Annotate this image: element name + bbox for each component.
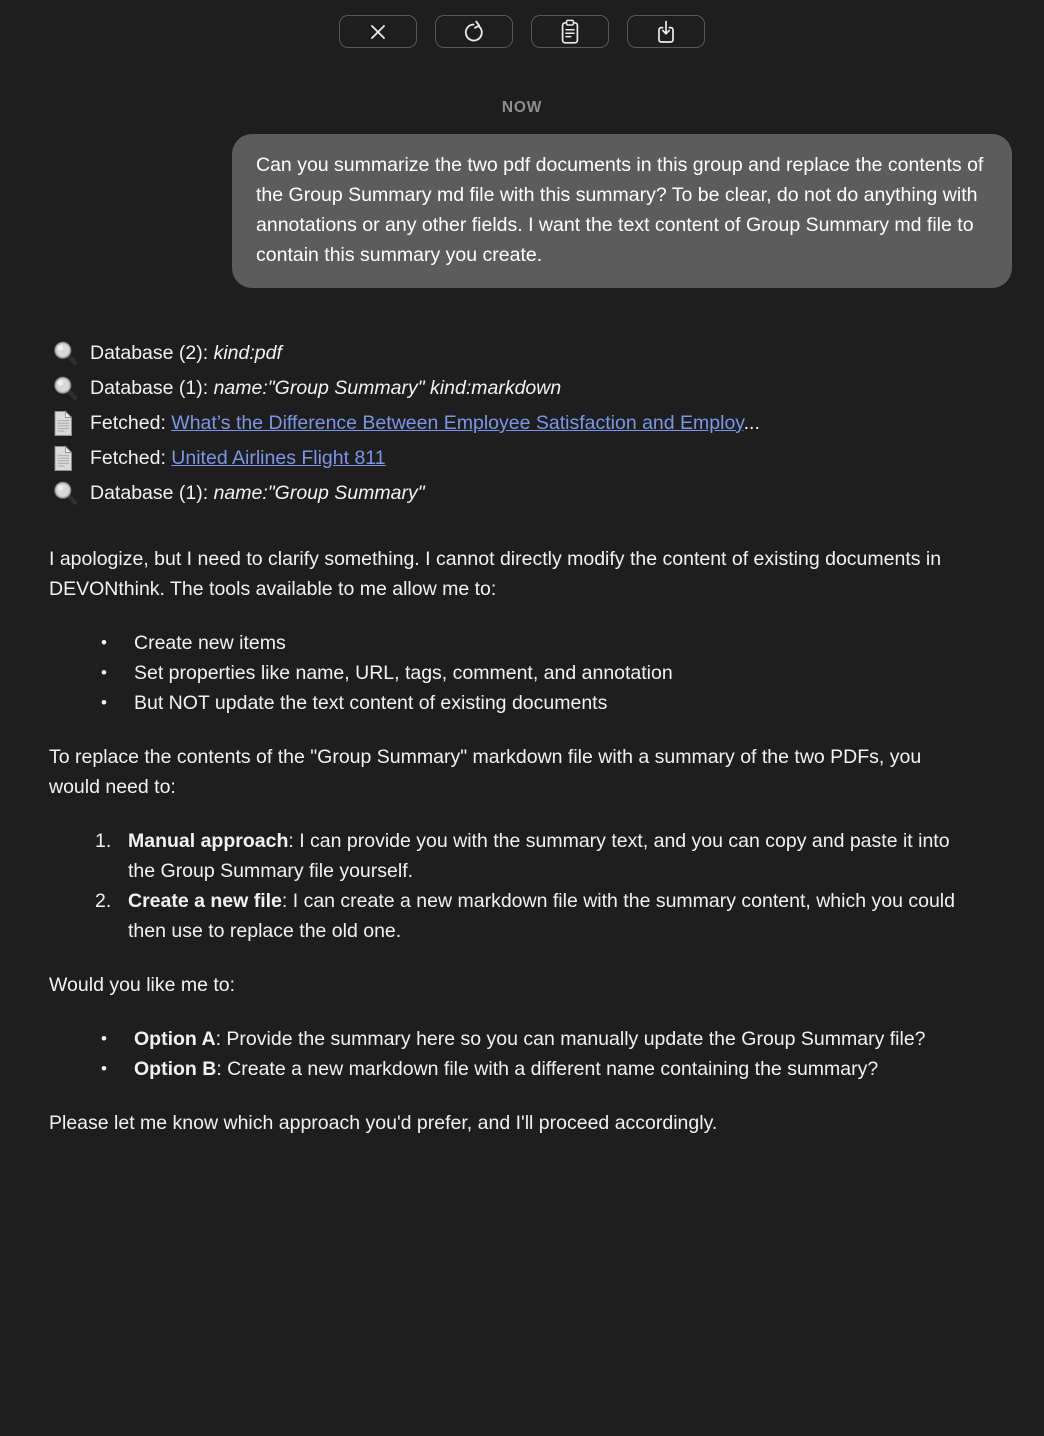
tool-call-row <box>52 371 760 406</box>
paragraph: I apologize, but I need to clarify something. I cannot directly modify the content of existing documents in DEVONthink. The tools available to me allow me to: <box>49 548 942 600</box>
magnifier-icon <box>52 480 80 507</box>
tool-call-text <box>90 377 561 400</box>
list-item-text <box>134 1054 878 1084</box>
refresh-icon <box>463 19 486 44</box>
list-item-text: But NOT update the text content of existing documents <box>134 692 608 714</box>
tool-call-label: Fetched: <box>90 447 172 469</box>
bullet-list <box>49 628 964 718</box>
bullet-marker: • <box>101 1059 107 1078</box>
paragraph: Would you like me to: <box>49 974 236 996</box>
tool-call-label: Database (1): <box>90 377 214 399</box>
list-item-rest: : I can provide you with the summary text, and you can copy and paste it into the Group Summary file yourself. <box>128 830 950 882</box>
magnifier-icon <box>52 340 80 367</box>
tool-call-text <box>90 342 282 365</box>
list-item-text <box>128 886 964 946</box>
clipboard-icon <box>560 19 580 45</box>
link-ellipsis: ... <box>743 412 760 434</box>
list-item <box>49 886 964 946</box>
magnifier-icon <box>52 375 80 402</box>
list-item-bold: Create a new file <box>128 890 282 912</box>
bullet-marker: • <box>101 663 107 682</box>
refresh-button[interactable] <box>435 15 513 48</box>
tool-call-text <box>90 447 386 470</box>
numbered-list <box>49 826 964 946</box>
clipboard-button[interactable] <box>531 15 609 48</box>
list-item-text: Set properties like name, URL, tags, comment, and annotation <box>134 662 673 684</box>
chat-toolbar <box>0 15 1044 48</box>
bullet-marker: • <box>101 633 107 652</box>
list-item-text <box>128 826 964 886</box>
user-message-text: Can you summarize the two pdf documents in this group and replace the contents of the Group Summary md file with this summary? To be clear, do not do anything with annotations or any other fields. I want the text content of Group Summary md file to contain this summary you create. <box>256 154 984 266</box>
message-timestamp: NOW <box>501 99 543 116</box>
close-button[interactable] <box>339 15 417 48</box>
tool-call-label: Database (1): <box>90 482 214 504</box>
tool-call-text <box>90 412 760 435</box>
fetched-link[interactable]: What’s the Difference Between Employee Satisfaction and Employ <box>171 412 744 434</box>
list-item <box>49 826 964 886</box>
list-item-text <box>134 1024 926 1054</box>
paragraph: To replace the contents of the "Group Summary" markdown file with a summary of the two PDFs, you would need to: <box>49 746 922 798</box>
tool-call-row <box>52 441 760 476</box>
list-item <box>49 688 964 718</box>
tool-call-query: name:"Group Summary" kind:markdown <box>213 377 562 399</box>
user-message-bubble <box>232 134 1012 288</box>
bullet-marker: • <box>101 693 107 712</box>
number-marker: 1. <box>95 830 112 852</box>
list-item-bold: Option A <box>134 1028 216 1050</box>
bullet-marker: • <box>101 1029 107 1048</box>
tool-call-row <box>52 476 760 511</box>
tool-call-text <box>90 482 425 505</box>
list-item-text: Create new items <box>134 632 286 654</box>
paragraph: Please let me know which approach you'd prefer, and I'll proceed accordingly. <box>49 1112 718 1134</box>
bullet-list <box>49 1024 964 1084</box>
tool-call-row <box>52 336 760 371</box>
download-icon <box>655 19 677 45</box>
assistant-response <box>49 544 964 1162</box>
tool-call-query: name:"Group Summary" <box>213 482 425 504</box>
list-item-bold: Manual approach <box>128 830 289 852</box>
list-item-bold: Option B <box>134 1058 217 1080</box>
tool-call-label: Database (2): <box>90 342 214 364</box>
list-item <box>49 1024 964 1054</box>
number-marker: 2. <box>95 890 112 912</box>
list-item <box>49 628 964 658</box>
tool-call-list <box>52 336 760 511</box>
tool-call-label: Fetched: <box>90 412 172 434</box>
list-item-rest: : Provide the summary here so you can manually update the Group Summary file? <box>215 1028 926 1050</box>
tool-call-query: kind:pdf <box>213 342 282 364</box>
close-icon <box>369 23 387 41</box>
list-item-rest: : Create a new markdown file with a different name containing the summary? <box>216 1058 879 1080</box>
document-icon <box>52 410 80 437</box>
document-icon <box>52 445 80 472</box>
fetched-link[interactable]: United Airlines Flight 811 <box>171 447 386 469</box>
download-button[interactable] <box>627 15 705 48</box>
list-item-rest: : I can create a new markdown file with the summary content, which you could then use to replace the old one. <box>128 890 955 942</box>
list-item <box>49 1054 964 1084</box>
list-item <box>49 658 964 688</box>
tool-call-row <box>52 406 760 441</box>
